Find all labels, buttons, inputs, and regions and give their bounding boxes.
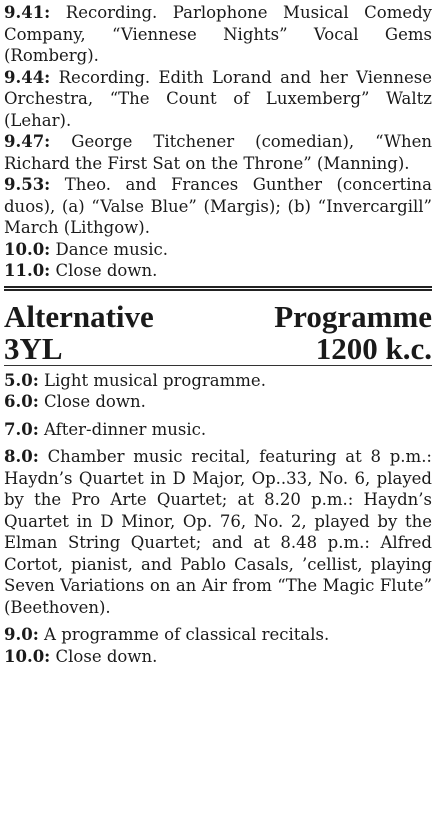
entry-time: 8.0: [4,447,39,466]
entry-text: A programme of classical recitals. [44,625,330,644]
entry-text: Close down. [55,261,158,280]
heading-alternative: Alternative [4,298,154,334]
bottom-section [4,370,432,668]
entry-text: George Titchener (comedian), “When Richard the First Sat on the Throne” (Manning). [4,132,432,173]
programme-entry [4,2,432,67]
entry-text: Close down. [55,646,158,666]
entry-time: 9.0: [4,625,39,644]
entry-text: Light musical programme. [44,370,266,390]
programme-entry [4,419,432,441]
programme-entry [4,391,432,413]
programme-entry [4,624,432,646]
entry-time: 7.0: [4,419,39,439]
entry-time: 9.41: [4,3,51,22]
entry-time: 6.0: [4,392,39,411]
entry-text: Close down. [44,392,146,411]
entry-text: Recording. Parlophone Musical Comedy Company, “Viennese Nights” Vocal Gems (Romberg). [4,3,432,65]
programme-entry [4,646,432,668]
entry-time: 9.53: [4,175,51,194]
entry-time: 9.47: [4,132,51,151]
heading-frequency: 1200 k.c. [315,330,432,366]
programme-entry [4,67,432,132]
entry-time: 11.0: [4,261,51,280]
top-section [4,2,432,282]
entry-time: 5.0: [4,370,39,390]
entry-text: Theo. and Frances Gunther (concertina duos), (a) “Valse Blue” (Margis); (b) “Invercargill” March (Lithgow). [4,175,432,237]
heading-station: 3YL [4,330,63,366]
programme-listing [4,2,432,667]
programme-entry [4,239,432,261]
entry-time: 10.0: [4,239,51,259]
programme-entry [4,260,432,282]
double-rule-divider [4,286,432,291]
heading-programme: Programme [274,298,432,334]
section-heading [4,293,432,366]
programme-entry [4,370,432,392]
entry-text: Recording. Edith Lorand and her Viennese Orchestra, “The Count of Luxemberg” Waltz (Lehar). [4,67,432,130]
entry-text: After-dinner music. [44,419,207,439]
entry-time: 9.44: [4,67,51,87]
programme-entry [4,446,432,618]
entry-time: 10.0: [4,646,51,666]
programme-entry [4,174,432,239]
programme-entry [4,131,432,174]
entry-text: Dance music. [55,239,168,259]
entry-text: Chamber music recital, featuring at 8 p.m.: Haydn’s Quartet in D Major, Op..33, No. 6, played by the Pro Arte Quartet; at 8.20 p.m.: Haydn’s Quartet in D Minor, Op. 76, No. 2, played by the Elman String Quartet; and at 8.48 p.m.: Alfred Cortot, pianist, and Pablo Casals, ’cellist, playing Seven Variations on an Air from “The Magic Flute” (Beethoven). [4,447,432,617]
